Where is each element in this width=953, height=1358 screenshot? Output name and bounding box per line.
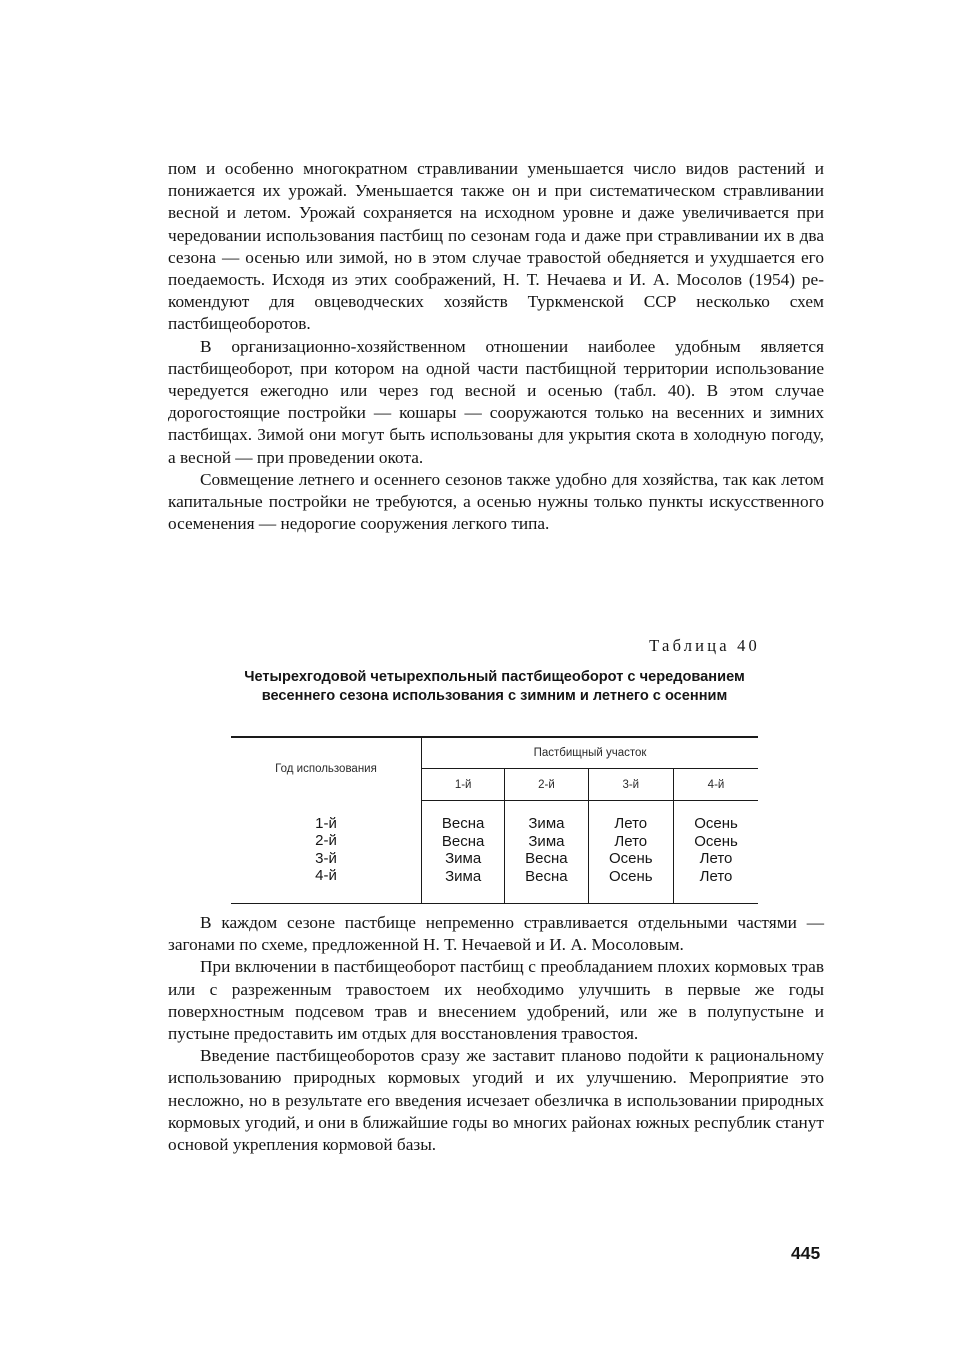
season-cell: Весна (525, 850, 568, 867)
paragraph-2: В организационно-хозяйственном отношении наиболее удобным является пастбищеоборот, при котором на одной части пастбищной территории использование чередуется ежегодно или через год весной и осенью (табл. 40). В этом случае дорогостоящие постройки — кошары — сооружаются только на весенних и зимних пастбищах. Зимой они могут быть использованы для укрытия скота в холодную погоду, а весной — при проведении окота. (168, 336, 824, 467)
top-text-block (168, 158, 824, 535)
season-cell: Осень (608, 867, 653, 885)
season-cell: Зима (445, 867, 482, 885)
season-cell: Осень (694, 815, 738, 832)
plot-1-column (422, 801, 505, 904)
season-cell: Зима (528, 815, 565, 832)
year-column (231, 801, 422, 904)
paragraph-3: Совмещение летнего и осеннего сезонов также удобно для хозяйства, так как летом капитальные постройки не требуются, а осенью нужны только пункты искусственного осеменения — недорогие сооружения легкого типа. (168, 469, 824, 534)
plot-3-column (588, 801, 673, 904)
table-caption: Четырехгодовой четырехпольный пастбищеоборот с чередованием весеннего сезона использования с зимним и летнего с осенним (244, 669, 745, 704)
season-cell: Осень (608, 850, 653, 867)
header-year: Год использования (231, 737, 422, 801)
paragraph-4: В каждом сезоне пастбище непременно стравливается отдельными частями — загонами по схеме, предложенной Н. Т. Нечаевой и И. А. Мосоловым. (168, 913, 824, 955)
season-cell: Весна (441, 832, 485, 850)
header-plot-4: 4-й (674, 769, 759, 801)
page-number: 445 (791, 1243, 821, 1263)
season-cell: Осень (694, 832, 738, 850)
season-cell: Лето (699, 867, 733, 885)
paragraph-1: пом и особенно многократном стравливании уменьшается число видов растений и понижается их урожай. Уменьшается также он и при систематическом стравливании весной и летом. Урожай сохраняется на исходном уровне и даже увеличивается при чередовании использования пастбищ по сезонам года и даже при стравливании их в два сезона — осенью или зимой, но в этом случае травостой обедняется и ухудшается его поедаемость. Исходя из этих соображений, Н. Т. Нечаева и И. А. Мосолов (1954) рекомендуют для овцеводческих хозяйств Туркменской ССР несколько схем пастбищеоборотов. (168, 159, 824, 334)
plot-2-column (505, 801, 588, 904)
header-plot-2: 2-й (505, 769, 588, 801)
year-cell: 2-й (315, 832, 337, 849)
bottom-text-block (168, 912, 824, 1156)
paragraph-6: Введение пастбищеоборотов сразу же заставит планово подойти к рациональному использованию природных кормовых угодий и их улучшению. Мероприятие это несложно, но в результате его введения исчезает обезличка в использовании природных кормовых угодий, и они в ближайшие годы во многих районах южных республик станут основой укрепления кормовой базы. (168, 1046, 824, 1155)
season-cell: Зима (528, 832, 565, 850)
season-cell: Лето (614, 832, 648, 850)
paragraph-5: При включении в пастбищеоборот пастбищ с преобладанием плохих кормовых трав или с разреженным травостоем их необходимо улучшить в первые же годы поверхностным подсевом трав и внесением удобрений, или же в полупустыне и пустыне предоставить им отдых для восстановления травостоя. (168, 957, 824, 1044)
plot-4-column (674, 801, 759, 904)
header-plot-3: 3-й (588, 769, 673, 801)
season-cell: Весна (441, 815, 485, 832)
season-cell: Зима (445, 850, 482, 867)
header-pasture-plot: Пастбищный участок (422, 737, 759, 769)
season-cell: Лето (699, 850, 733, 867)
year-cell: 3-й (315, 849, 337, 867)
table-body-row (231, 801, 758, 904)
table-label: Таблица 40 (649, 636, 760, 655)
header-plot-1: 1-й (422, 769, 505, 801)
year-cell: 1-й (315, 814, 337, 832)
rotation-table (231, 736, 758, 904)
year-cell: 4-й (315, 867, 337, 884)
season-cell: Лето (614, 815, 648, 832)
season-cell: Весна (525, 867, 568, 885)
